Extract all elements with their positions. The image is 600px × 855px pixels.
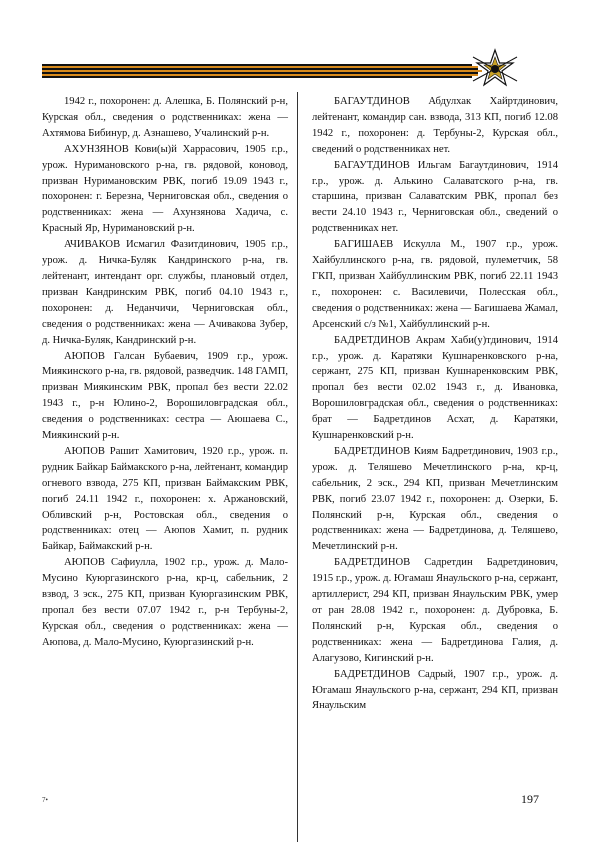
corner-mark: 7• [42, 796, 48, 804]
entry-text: БАГАУТДИНОВ Ильгам Багаутдинович, 1914 г.р., урож. д. Алькино Салаватского р-на, гв. старшина, призван Салаватским РВК, пропал без вести 24.10 1943 г., Черниговская обл., сведений о родственниках нет. [312, 159, 558, 235]
entry-text: БАДРЕТДИНОВ Акрам Хаби(у)тдинович, 1914 г.р., урож. д. Каратяки Кушнаренковского р-на, сержант, 275 КП, призван Кушнаренковским РВК, пропал без вести 02.02 1943 г., д. Ивановка, Ворошиловградская обл., сведения о родственниках: брат — Бадретдинов Асхат, д. Каратяки, Кушнаренковский р-н. [312, 334, 558, 442]
entry-text: БАДРЕТДИНОВ Садретдин Бадретдинович, 1915 г.р., урож. д. Югамаш Янаульского р-на, сержант, артиллерист, 294 КП, призван Янаульским РВК, умер от ран 28.08 1942 г., похоронен: д. Дубровка, Б. Полянский р-н, Курская обл., сведения о родственниках: жена — Бадретдинова Галия, д. Алагузово, Кигинский р-н. [312, 557, 558, 664]
entry-text: БАДРЕТДИНОВ Садрый, 1907 г.р., урож. д. Югамаш Янаульского р-на, сержант, 294 КП, призван Янаульским [312, 668, 558, 712]
entry-text: АЧИВАКОВ Исмагил Фазитдинович, 1905 г.р., урож. д. Ничка-Буляк Кандринского р-на, гв. лейтенант, интендант орг. службы, плановый отдел, призван Кандринским РВК, погиб 04.10 1943 г., похоронен: д. Неданчичи, Черниговская обл., сведения о родственниках: жена — Ачивакова Зубер, д. Ничка-Буляк, Кандринский р-н. [42, 239, 288, 346]
left-column [42, 94, 288, 651]
entry-text: БАГИШАЕВ Искулла М., 1907 г.р., урож. Хайбуллинского р-на, гв. рядовой, пулеметчик, 58 ГКП, призван Хайбуллинским РВК, погиб 22.11 1943 г., похоронен: с. Василевичи, Полесская обл., сведения о родственниках: жена — Багишаева Жамал, Арсенский с/з №1, Хайбуллинский р-н. [312, 239, 558, 330]
entry-text: АЮПОВ Галсан Бубаевич, 1909 г.р., урож. Миякинского р-на, гв. рядовой, разведчик. 148 ГАМП, призван Миякинским РВК, пропал без вести 22.02 1943 г., р-н Юлино-2, Ворошиловградская обл., сведения о родственниках: сестра — Аюшаева С., Миякинский р-н. [42, 350, 288, 442]
entry-text: АЮПОВ Рашит Хамитович, 1920 г.р., урож. п. рудник Байкар Баймакского р-на, лейтенант, командир огневого взвода, 275 КП, призван Баймакским РВК, погиб 24.11 1942 г., похоронен: х. Аржановский, Обливский р-н, Ростовская обл., сведения о родственниках: отец — Аюпов Хамит, п. рудник Байкар, Баймакский р-н. [42, 445, 288, 553]
column-divider [297, 92, 298, 842]
entry-text: 1942 г., похоронен: д. Алешка, Б. Полянский р-н, Курская обл., сведения о родственниках: жена — Ахтямова Бибинур, д. Азнашево, Учалинский р-н. [42, 96, 288, 139]
entry-text: БАГАУТДИНОВ Абдулхак Хайртдинович, лейтенант, командир сан. взвода, 313 КП, погиб 12.08 1942 г., похоронен: д. Тербуны-2, Курская обл., сведений о родственниках нет. [312, 96, 558, 155]
order-star-icon [470, 48, 520, 90]
page-number: 197 [521, 792, 539, 806]
right-column [312, 94, 558, 714]
entry-text: БАДРЕТДИНОВ Киям Бадретдинович, 1903 г.р., урож. д. Теляшево Мечетлинского р-на, кр-ц, сабельник, 2 эск., 294 КП, призван Мечетлинским РВК, погиб 23.07 1942 г., похоронен: д. Озерки, Б. Полянский р-н, Курская обл., сведения о родственниках: жена — Бадретдинова, д. Теляшево, Мечетлинский р-н. [312, 445, 558, 553]
entry-text: АЮПОВ Сафиулла, 1902 г.р., урож. д. Мало-Мусино Куюргазинского р-на, кр-ц, сабельник, 2 взвод, 3 эск., 275 КП, призван Куюргазинским РВК, пропал без вести 07.07 1942 г., р-н Тербуны-2, Курская обл., сведения о родственниках: жена — Аюпова, д. Мало-Мусино, Куюргазинский р-н. [42, 557, 288, 648]
entry-text: АХУНЗЯНОВ Кови(ы)й Харрасович, 1905 г.р., урож. Нуримановского р-на, гв. рядовой, коновод, призван Нуримановским РВК, погиб 19.09 1943 г., похоронен: г. Березна, Черниговская обл., сведения о родственниках: жена — Ахунзянова Хадича, с. Красный Яр, Нуримановский р-н. [42, 143, 288, 235]
